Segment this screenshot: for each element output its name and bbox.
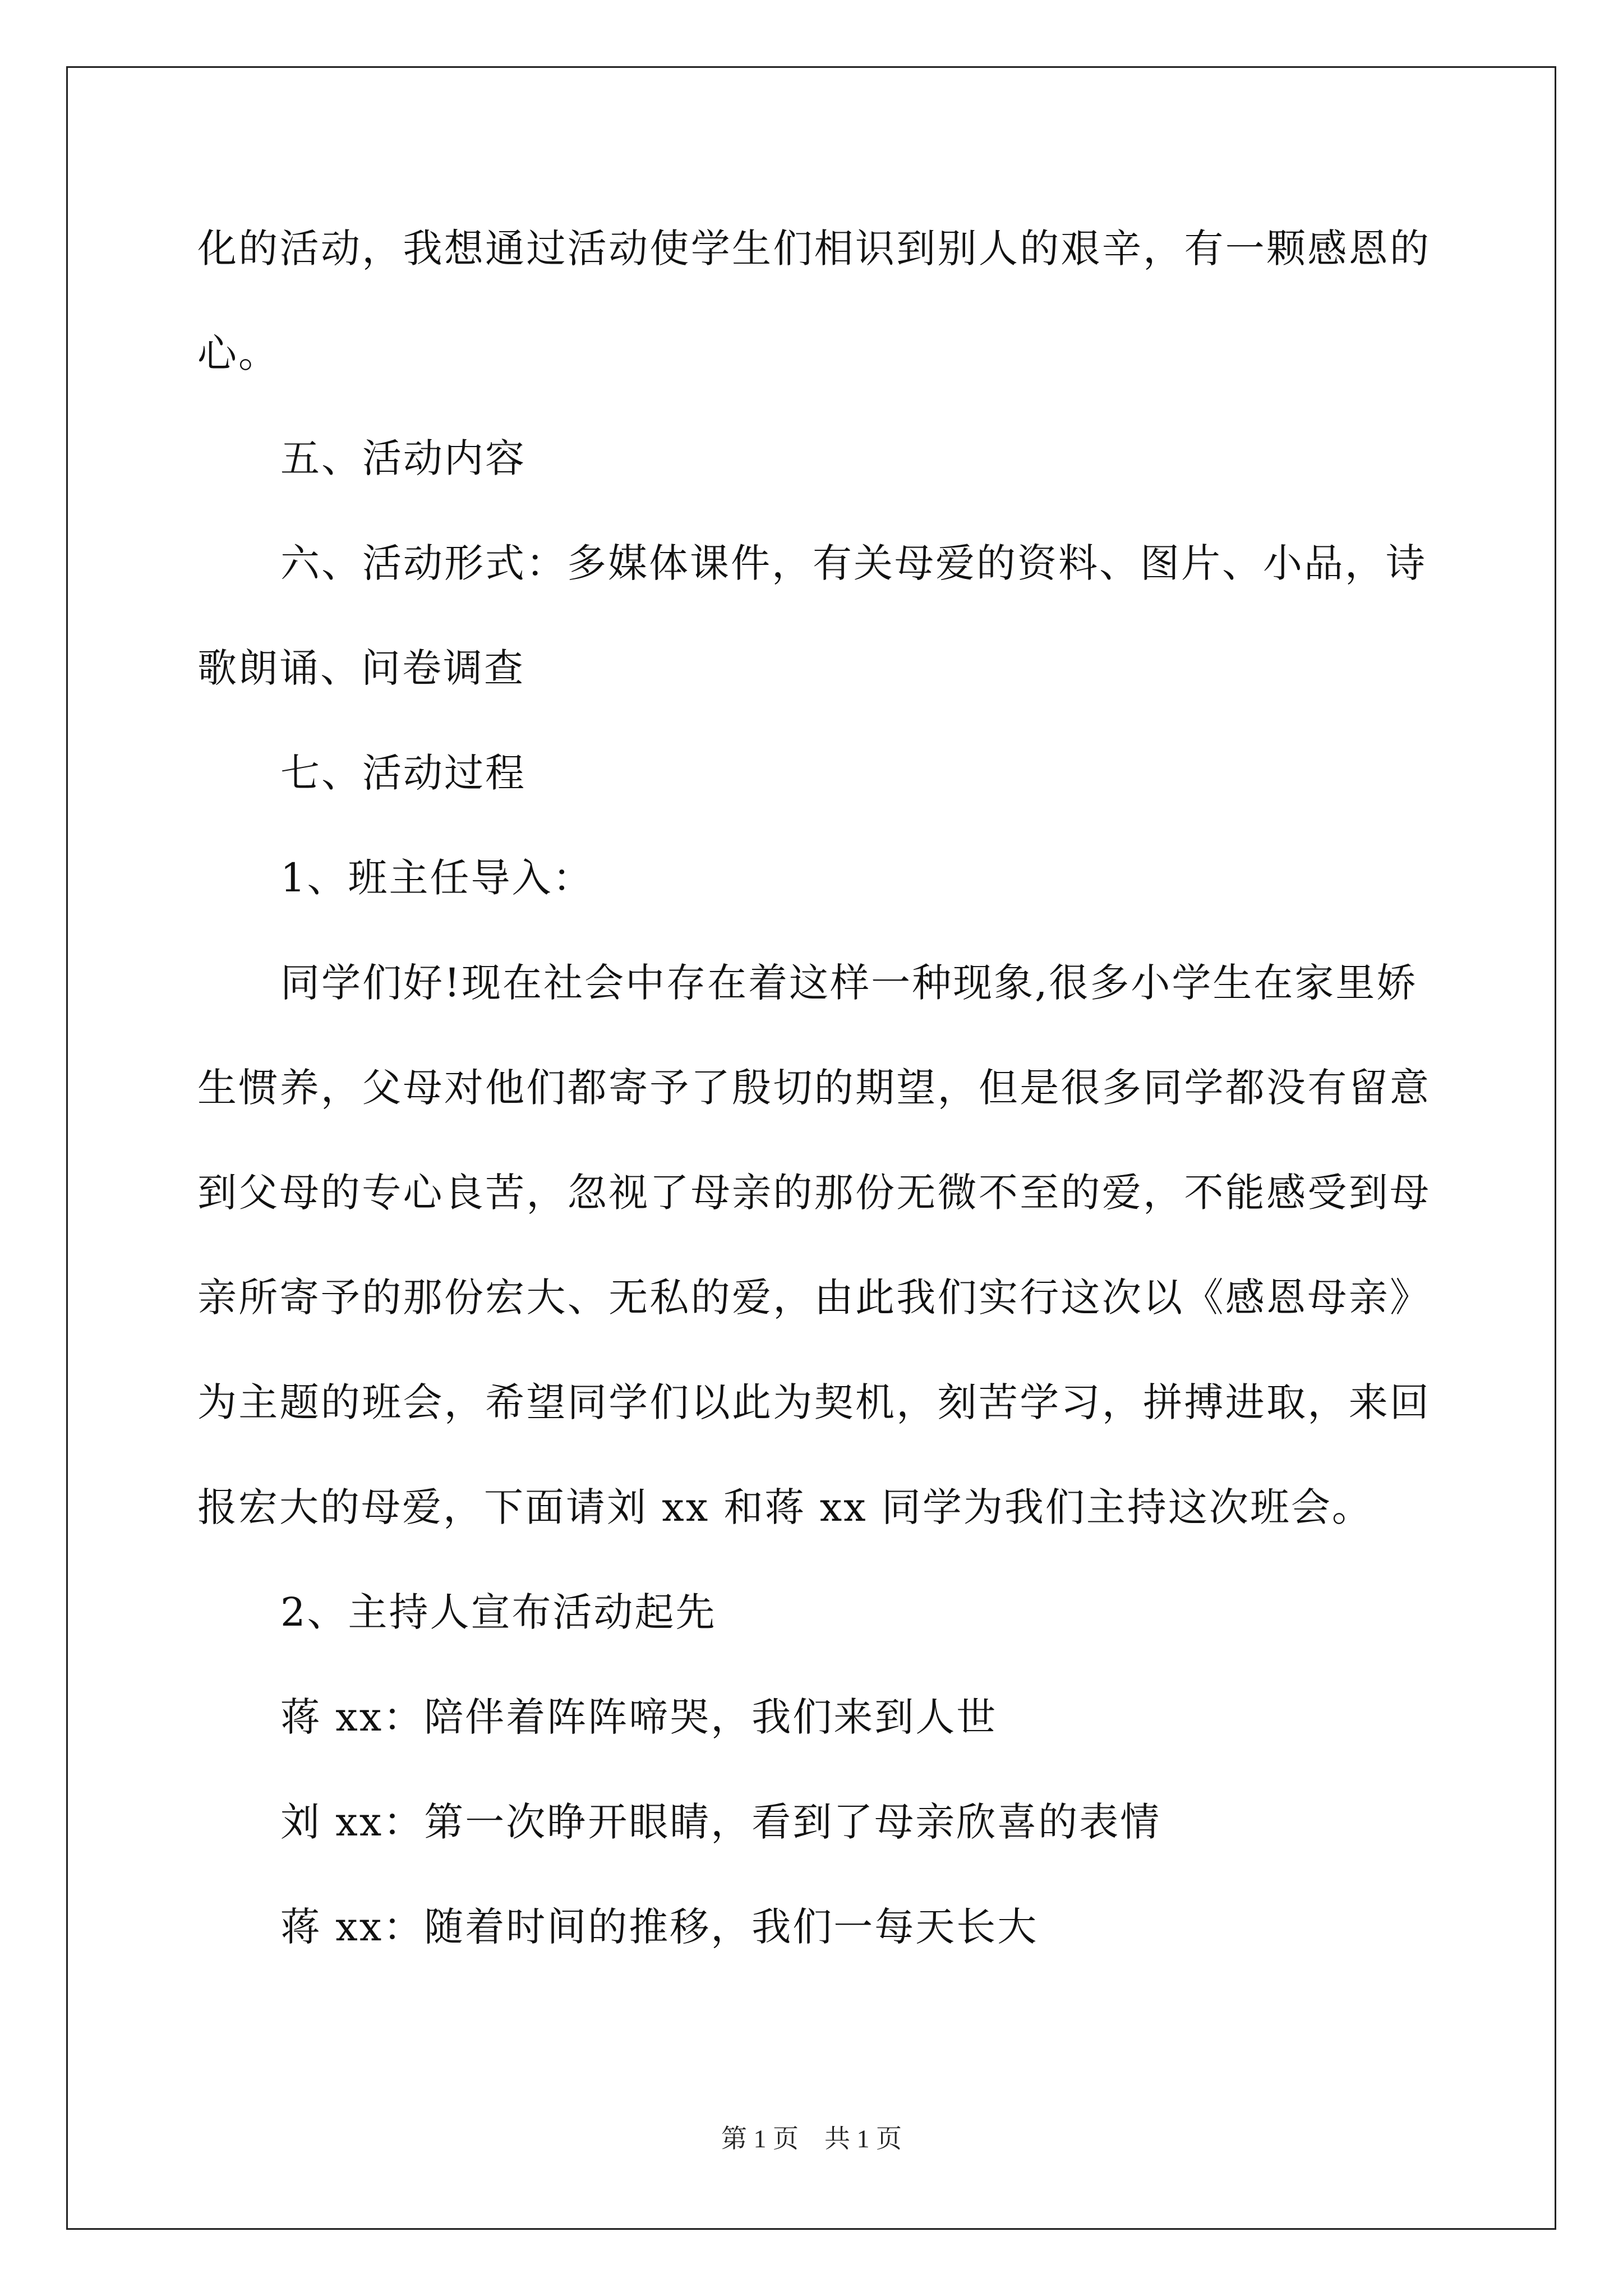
text-line-13: 报宏大的母爱，下面请刘 xx 和蒋 xx 同学为我们主持这次班会。 — [197, 1484, 1373, 1530]
dialogue-line-3: 蒋 xx：随着时间的推移，我们一每天长大 — [280, 1904, 1039, 1950]
text-line-5: 歌朗诵、问卷调查 — [197, 645, 525, 691]
text-line-11: 亲所寄予的那份宏大、无私的爱，由此我们实行这次以《感恩母亲》 — [197, 1274, 1429, 1320]
text-line-2: 心。 — [197, 330, 279, 376]
dialogue-line-2: 刘 xx：第一次睁开眼睛，看到了母亲欣喜的表情 — [280, 1799, 1161, 1845]
dialogue-line-1: 蒋 xx：陪伴着阵阵啼哭，我们来到人世 — [280, 1694, 998, 1740]
section-heading-7: 七、活动过程 — [280, 750, 526, 796]
step-heading-2: 2、主持人宣布活动起先 — [280, 1589, 717, 1635]
text-line-1: 化的活动，我想通过活动使学生们相识到别人的艰辛，有一颗感恩的 — [197, 226, 1429, 272]
section-heading-6: 六、活动形式：多媒体课件，有关母爱的资料、图片、小品，诗 — [280, 540, 1427, 586]
text-line-12: 为主题的班会，希望同学们以此为契机，刻苦学习，拼搏进取，来回 — [197, 1379, 1429, 1425]
page-number: 第 1 页 共 1 页 — [721, 2124, 902, 2153]
section-heading-5: 五、活动内容 — [280, 435, 526, 481]
text-line-8: 同学们好!现在社会中存在着这样一种现象,很多小学生在家里娇 — [280, 960, 1418, 1006]
text-line-10: 到父母的专心良苦，忽视了母亲的那份无微不至的爱，不能感受到母 — [197, 1170, 1429, 1216]
step-heading-1: 1、班主任导入： — [280, 855, 594, 901]
text-line-9: 生惯养，父母对他们都寄予了殷切的期望，但是很多同学都没有留意 — [197, 1065, 1429, 1111]
